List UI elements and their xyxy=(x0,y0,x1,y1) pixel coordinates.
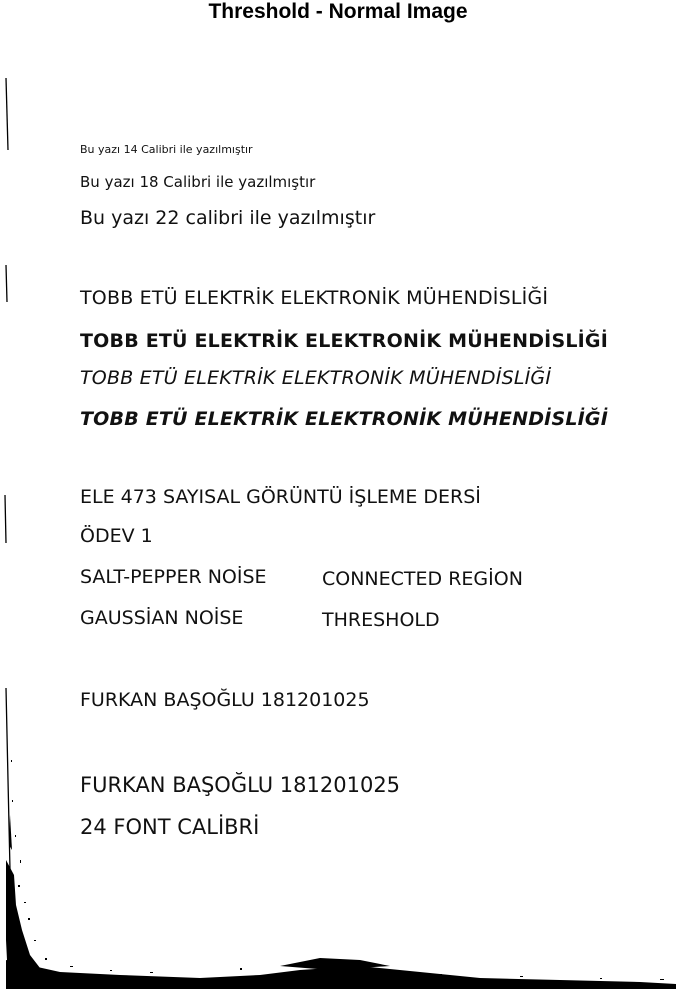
page-edge-line xyxy=(5,495,6,543)
tobb-bold-line: TOBB ETÜ ELEKTRİK ELEKTRONİK MÜHENDİSLİĞİ xyxy=(80,330,608,352)
window-title: Threshold - Normal Image xyxy=(208,0,468,23)
calibri-14-line: Bu yazı 14 Calibri ile yazılmıştır xyxy=(80,143,253,156)
connected-region-label: CONNECTED REGİON xyxy=(322,568,523,590)
font-note: 24 FONT CALİBRİ xyxy=(80,815,260,839)
salt-pepper-label: SALT-PEPPER NOİSE xyxy=(80,566,267,588)
threshold-label: THRESHOLD xyxy=(322,609,440,631)
tobb-bold-italic-line: TOBB ETÜ ELEKTRİK ELEKTRONİK MÜHENDİSLİĞİ xyxy=(80,408,608,430)
student-name-large: FURKAN BAŞOĞLU 181201025 xyxy=(80,773,401,797)
gaussian-label: GAUSSİAN NOİSE xyxy=(80,607,244,629)
student-name-small: FURKAN BAŞOĞLU 181201025 xyxy=(80,689,370,711)
page-edge-line xyxy=(6,78,8,150)
homework-line: ÖDEV 1 xyxy=(80,525,153,547)
calibri-18-line: Bu yazı 18 Calibri ile yazılmıştır xyxy=(80,173,316,191)
page-edge-line xyxy=(6,265,7,302)
tobb-regular-line: TOBB ETÜ ELEKTRİK ELEKTRONİK MÜHENDİSLİĞİ xyxy=(80,287,549,309)
course-line: ELE 473 SAYISAL GÖRÜNTÜ İŞLEME DERSİ xyxy=(80,486,481,508)
tobb-italic-line: TOBB ETÜ ELEKTRİK ELEKTRONİK MÜHENDİSLİĞİ xyxy=(80,367,552,389)
calibri-22-line: Bu yazı 22 calibri ile yazılmıştır xyxy=(80,207,376,229)
